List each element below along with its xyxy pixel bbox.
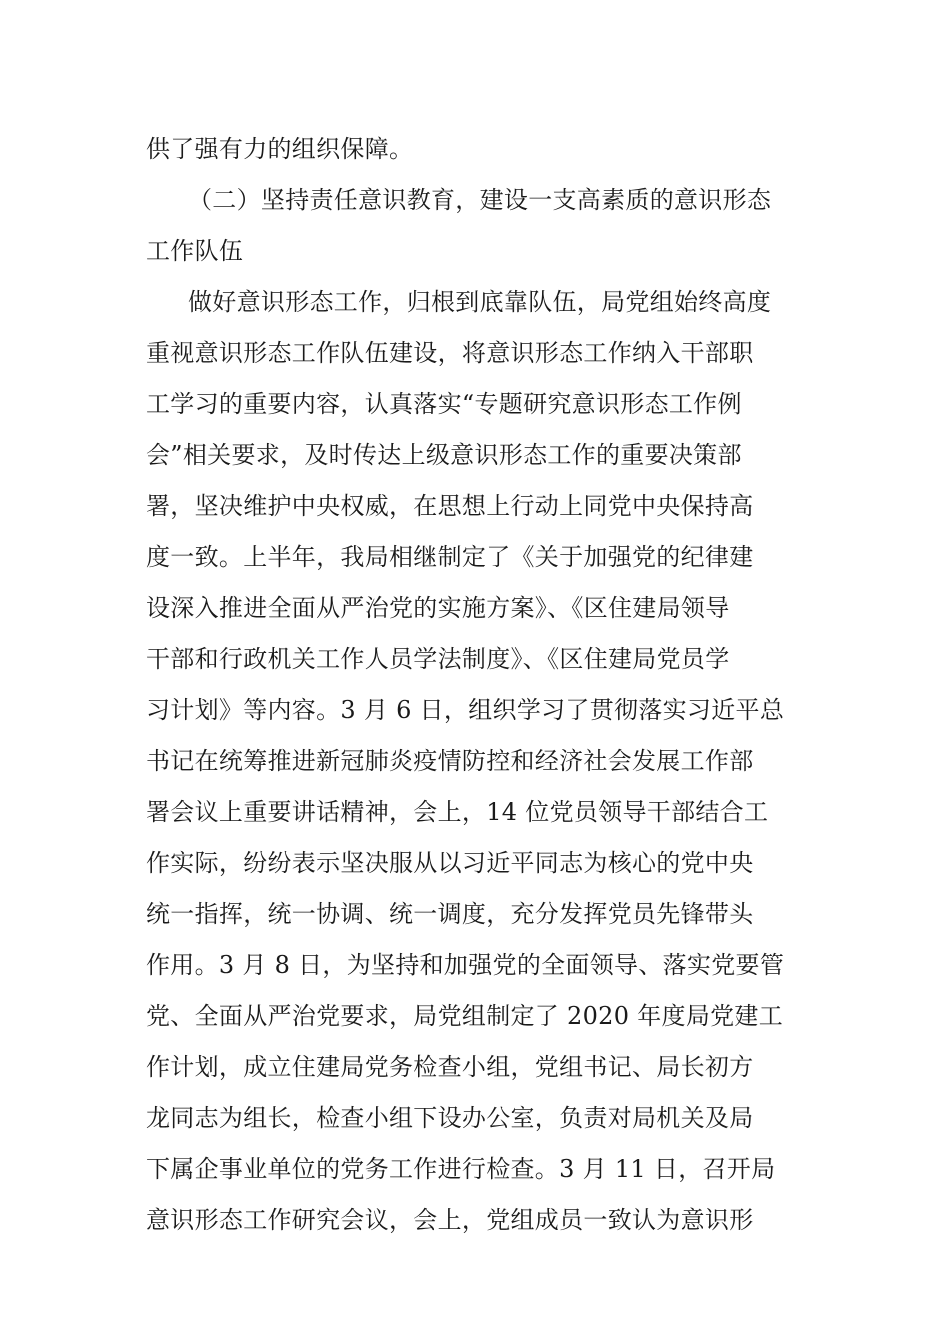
- paragraph-line-10: 书记在统筹推进新冠肺炎疫情防控和经济社会发展工作部: [146, 747, 754, 775]
- paragraph-line-5: 署，坚决维护中央权威，在思想上行动上同党中央保持高: [146, 492, 754, 520]
- paragraph-line-1: 做好意识形态工作，归根到底靠队伍，局党组始终高度: [188, 288, 772, 316]
- paragraph-line-19: 意识形态工作研究会议，会上，党组成员一致认为意识形: [146, 1206, 754, 1234]
- paragraph-line-2: 重视意识形态工作队伍建设，将意识形态工作纳入干部职: [146, 339, 754, 367]
- paragraph-line-11: 署会议上重要讲话精神，会上，14 位党员领导干部结合工: [146, 798, 769, 826]
- paragraph-line-14: 作用。3 月 8 日，为坚持和加强党的全面领导、落实党要管: [146, 951, 785, 979]
- section-heading-line-1: （二）坚持责任意识教育，建设一支高素质的意识形态: [188, 186, 772, 214]
- paragraph-line-6: 度一致。上半年，我局相继制定了《关于加强党的纪律建: [146, 543, 754, 571]
- paragraph-line-13: 统一指挥，统一协调、统一调度，充分发挥党员先锋带头: [146, 900, 754, 928]
- paragraph-line-16: 作计划，成立住建局党务检查小组，党组书记、局长初方: [146, 1053, 754, 1081]
- paragraph-line-9: 习计划》等内容。3 月 6 日，组织学习了贯彻落实习近平总: [146, 696, 785, 724]
- text-line-1: 供了强有力的组织保障。: [146, 135, 414, 163]
- paragraph-line-15: 党、全面从严治党要求，局党组制定了 2020 年度局党建工: [146, 1002, 784, 1030]
- paragraph-line-4: 会”相关要求，及时传达上级意识形态工作的重要决策部: [146, 441, 742, 469]
- paragraph-line-17: 龙同志为组长，检查小组下设办公室，负责对局机关及局: [146, 1104, 754, 1132]
- paragraph-line-3: 工学习的重要内容，认真落实“专题研究意识形态工作例: [146, 390, 742, 418]
- section-heading-line-2: 工作队伍: [146, 237, 244, 265]
- paragraph-line-8: 干部和行政机关工作人员学法制度》、《区住建局党员学: [146, 645, 730, 673]
- paragraph-line-7: 设深入推进全面从严治党的实施方案》、《区住建局领导: [146, 594, 730, 622]
- paragraph-line-12: 作实际，纷纷表示坚决服从以习近平同志为核心的党中央: [146, 849, 754, 877]
- paragraph-line-18: 下属企事业单位的党务工作进行检查。3 月 11 日，召开局: [146, 1155, 776, 1183]
